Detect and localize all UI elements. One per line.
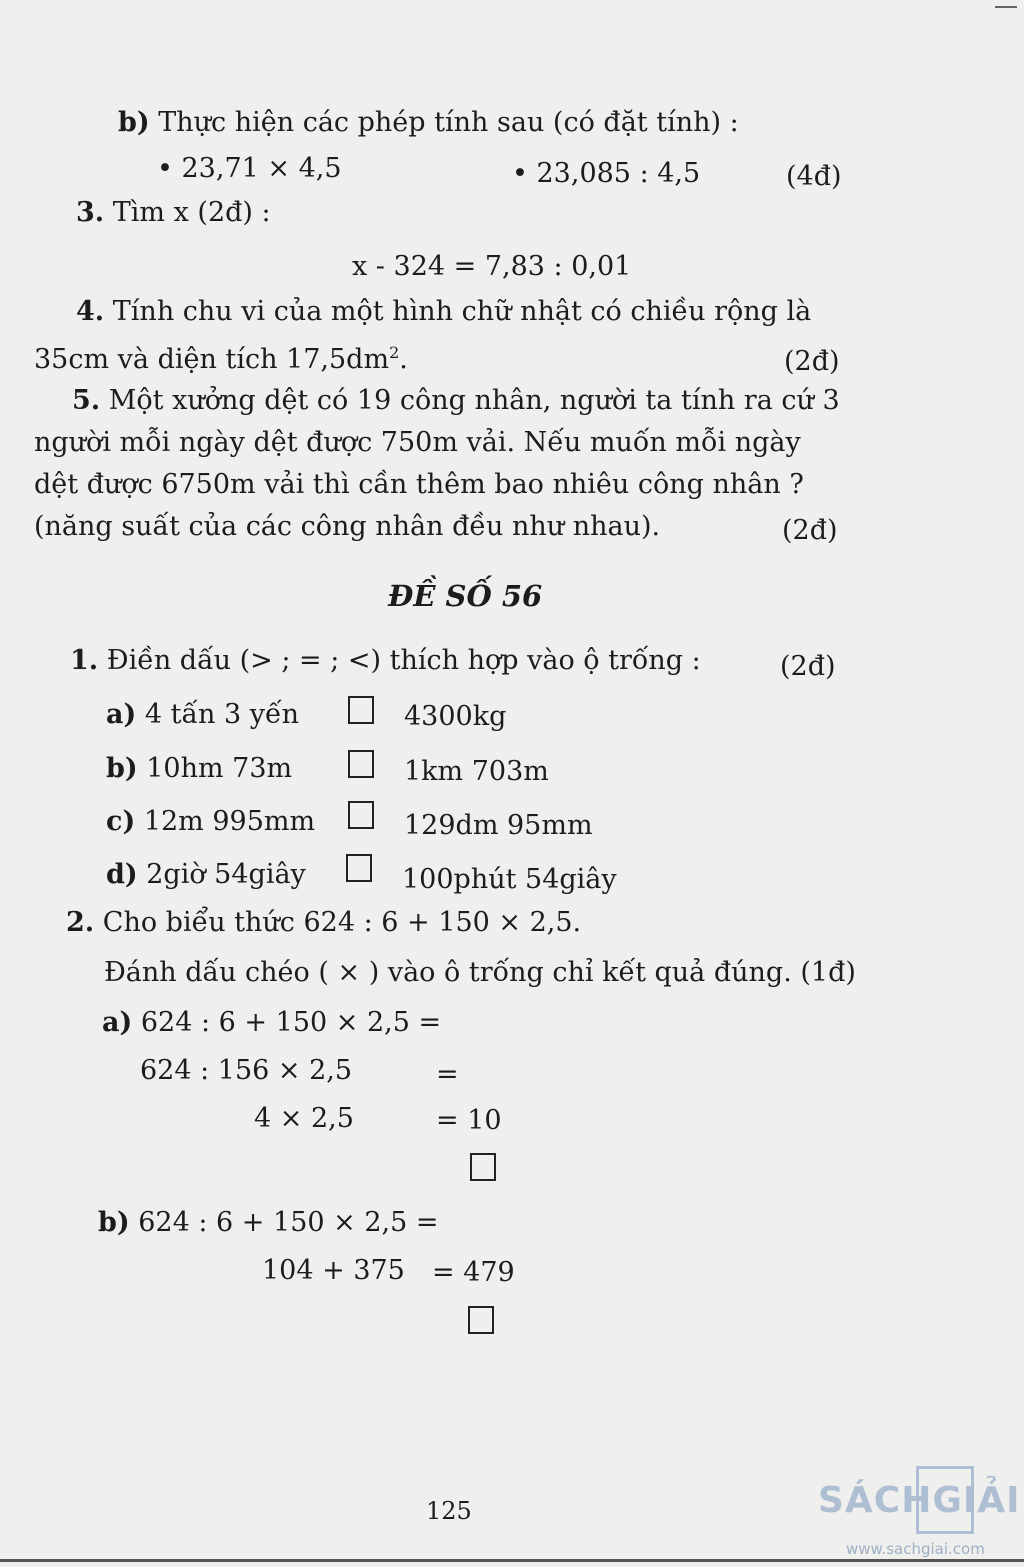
q1-item-b-left [106, 752, 292, 786]
q1-item-a-answer-box[interactable] [348, 696, 374, 724]
q1-item-d-answer-box[interactable] [346, 854, 372, 882]
q2-a-line-3-left: 4 × 2,5 [254, 1103, 354, 1134]
q2-a-line-2-right: = [436, 1059, 459, 1090]
q5-line-4: (năng suất của các công nhân đều như nhau). [34, 511, 661, 542]
q2-text: Cho biểu thức 624 : 6 + 150 × 2,5. [102, 907, 582, 938]
q2-a-line-3-right: = 10 [436, 1105, 502, 1136]
q1-item-c-left [106, 805, 315, 839]
q2-b-line-2-right: = 479 [432, 1257, 515, 1288]
q1-line [70, 644, 701, 678]
q2-instruction: Đánh dấu chéo ( × ) vào ô trống chỉ kết quả đúng. (1đ) [104, 957, 856, 988]
q2-a-line-2-left: 624 : 156 × 2,5 [140, 1055, 353, 1086]
q4-line-1 [76, 295, 811, 329]
q5-line-1 [72, 384, 840, 418]
q5-points: (2đ) [782, 515, 838, 546]
q1-item-c-answer-box[interactable] [348, 801, 374, 829]
q2-a-answer-box[interactable] [470, 1153, 496, 1181]
q1-points: (2đ) [780, 651, 836, 682]
q4-text-1: Tính chu vi của một hình chữ nhật có chiều rộng là [112, 296, 812, 327]
prev-b-label: b) [118, 107, 150, 138]
q3-line [76, 196, 271, 230]
q1-item-d-left-text: 2giờ 54giây [146, 859, 306, 890]
q5-line-2: người mỗi ngày dệt được 750m vải. Nếu muốn mỗi ngày [34, 427, 801, 458]
q1-item-c-right: 129dm 95mm [404, 810, 593, 841]
q2-number: 2. [66, 907, 95, 938]
q2-b-line-1 [98, 1206, 438, 1240]
q1-number: 1. [70, 645, 99, 676]
scan-mark [995, 6, 1017, 8]
q2-b-expression: 624 : 6 + 150 × 2,5 = [138, 1207, 439, 1238]
page-bottom-edge [0, 1559, 1024, 1562]
q1-item-a-left [106, 698, 299, 732]
q4-superscript: 2 [389, 343, 400, 362]
q4-period: . [399, 344, 408, 375]
prev-calc-points: (4đ) [786, 161, 842, 192]
q3-number: 3. [76, 197, 105, 228]
q5-text-1: Một xưởng dệt có 19 công nhân, người ta tính ra cứ 3 [108, 385, 840, 416]
q2-b-answer-box[interactable] [468, 1306, 494, 1334]
q1-text: Điền dấu (> ; = ; <) thích hợp vào ộ trống : [106, 645, 701, 676]
q1-item-a-right: 4300kg [404, 701, 507, 732]
q2-b-label: b) [98, 1207, 130, 1238]
q5-number: 5. [72, 385, 101, 416]
page-number: 125 [426, 1497, 472, 1525]
q3-equation: x - 324 = 7,83 : 0,01 [352, 251, 632, 282]
q2-a-expression: 624 : 6 + 150 × 2,5 = [140, 1007, 442, 1038]
q2-a-line-1 [102, 1006, 441, 1040]
q1-item-a-label: a) [106, 699, 137, 730]
q1-item-b-answer-box[interactable] [348, 750, 374, 778]
q1-item-c-left-text: 12m 995mm [143, 806, 316, 837]
watermark-url: www.sachgiai.com [846, 1540, 985, 1558]
q1-item-b-label: b) [106, 753, 138, 784]
q1-item-b-left-text: 10hm 73m [146, 753, 293, 784]
q2-line [66, 906, 581, 940]
q4-text-2: 35cm và diện tích 17,5dm [34, 344, 390, 375]
q3-text: Tìm x (2đ) : [112, 197, 271, 228]
q4-number: 4. [76, 296, 105, 327]
prev-b-text: Thực hiện các phép tính sau (có đặt tính) : [158, 107, 739, 138]
q2-a-label: a) [102, 1007, 133, 1038]
q1-item-d-left [106, 858, 306, 892]
q1-item-a-left-text: 4 tấn 3 yến [144, 699, 300, 730]
watermark-brand: SÁCHGIẢI [818, 1480, 1021, 1521]
q5-line-3: dệt được 6750m vải thì cần thêm bao nhiêu công nhân ? [34, 469, 804, 500]
q1-item-b-right: 1km 703m [404, 756, 549, 787]
q2-b-line-2-left: 104 + 375 [262, 1255, 405, 1286]
q1-item-d-label: d) [106, 859, 138, 890]
prev-calc-2: • 23,085 : 4,5 [512, 158, 701, 189]
q4-line-2 [34, 336, 408, 377]
prev-calc-1: • 23,71 × 4,5 [157, 153, 342, 184]
prev-b-line [118, 106, 739, 140]
q1-item-c-label: c) [106, 806, 136, 837]
q4-points: (2đ) [784, 346, 840, 377]
section-heading: ĐỀ SỐ 56 [388, 579, 543, 613]
q1-item-d-right: 100phút 54giây [402, 864, 617, 895]
